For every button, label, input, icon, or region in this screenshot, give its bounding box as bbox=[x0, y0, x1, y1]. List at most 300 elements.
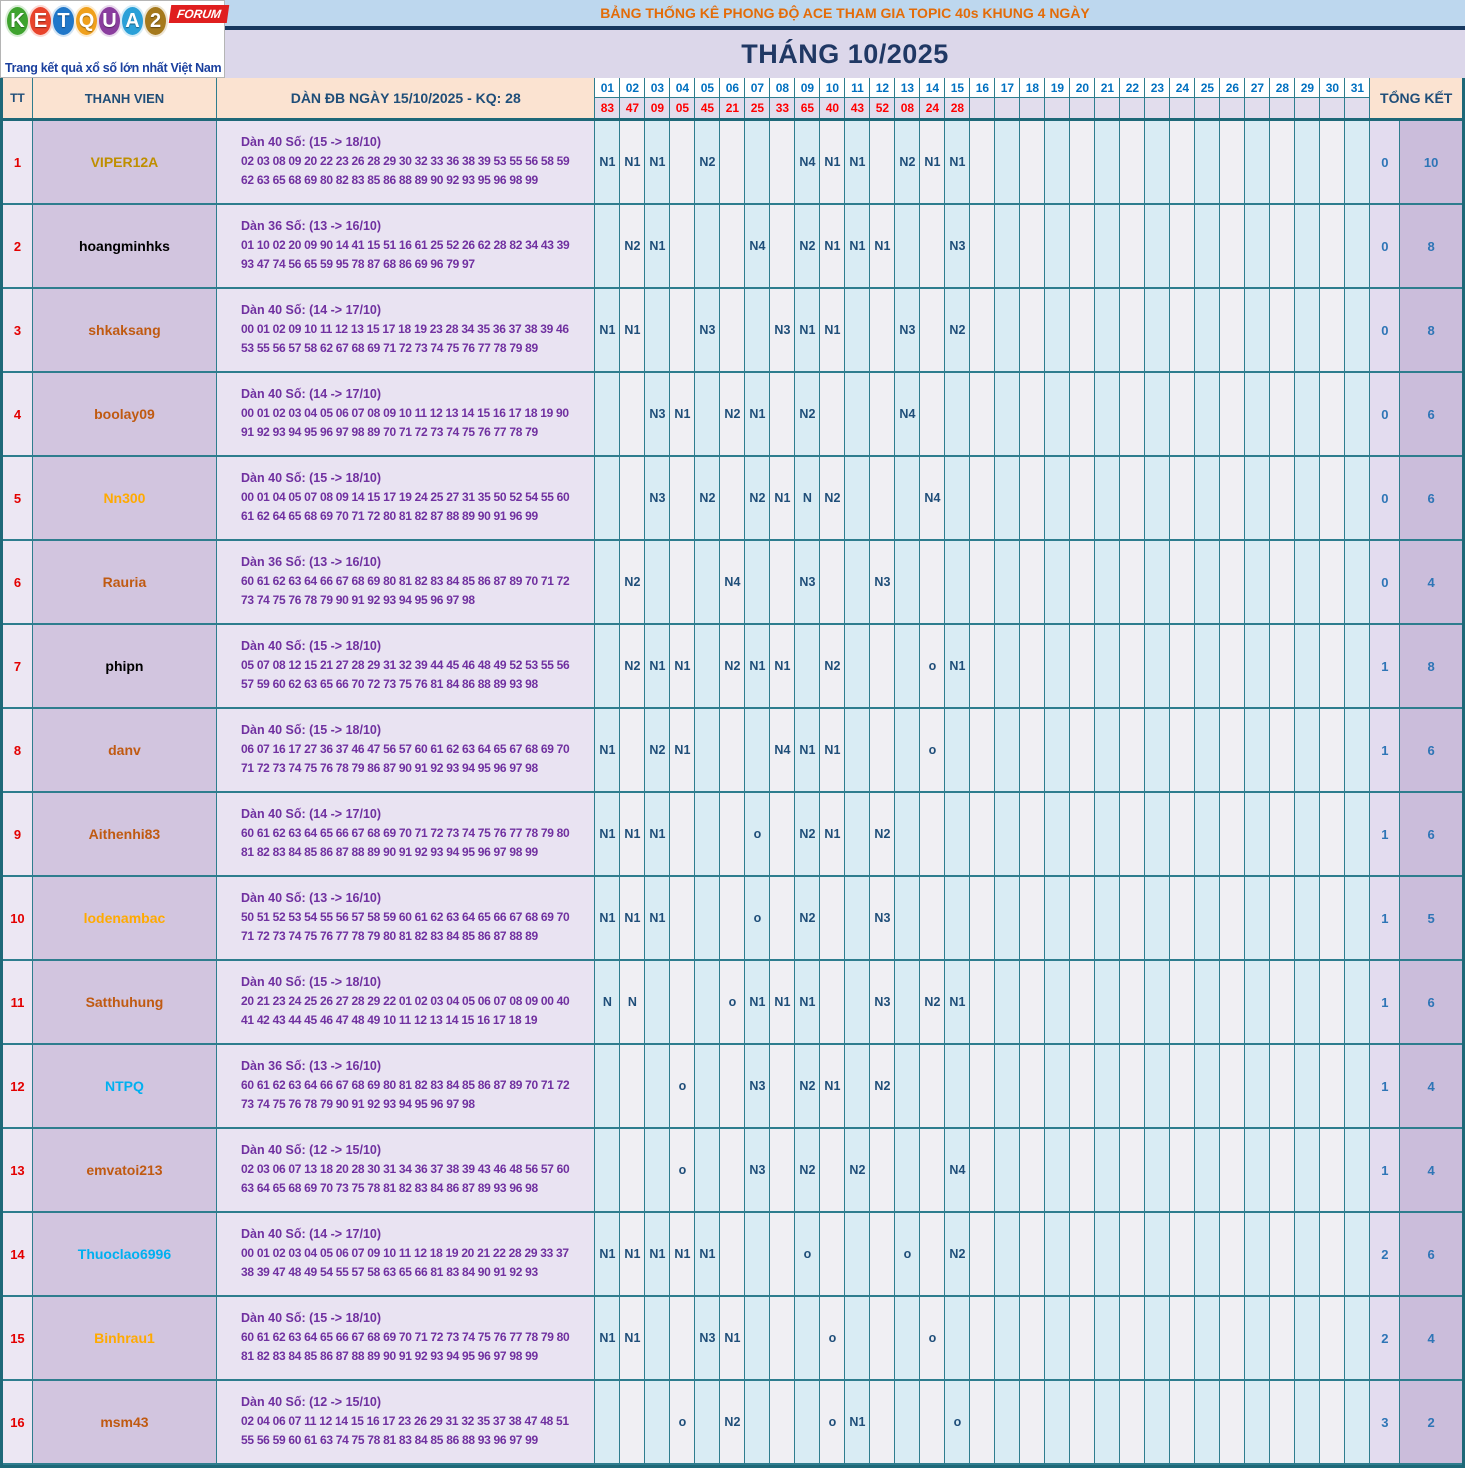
day-cell bbox=[970, 1381, 995, 1463]
day-cell bbox=[845, 961, 870, 1043]
day-cell bbox=[820, 961, 845, 1043]
day-cell bbox=[1270, 709, 1295, 791]
day-cell bbox=[995, 877, 1020, 959]
dan-numbers-line2: 61 62 64 65 68 69 70 71 72 80 81 82 87 88 89 90 91 96 99 bbox=[241, 508, 538, 523]
dan-title: Dàn 40 Số: (12 -> 15/10) bbox=[241, 1142, 382, 1157]
day-number: 04 bbox=[670, 78, 694, 98]
day-cell bbox=[870, 625, 895, 707]
dan-numbers-line2: 91 92 93 94 95 96 97 98 89 70 71 72 73 74 75 76 77 78 79 bbox=[241, 424, 538, 439]
day-cell bbox=[970, 121, 995, 203]
day-cell bbox=[1045, 373, 1070, 455]
day-cell bbox=[945, 877, 970, 959]
day-cell: N1 bbox=[945, 121, 970, 203]
day-cell bbox=[1270, 205, 1295, 287]
dan-numbers-line2: 71 72 73 74 75 76 78 79 86 87 90 91 92 93 94 95 96 97 98 bbox=[241, 760, 538, 775]
day-cell bbox=[970, 373, 995, 455]
day-cell bbox=[845, 1297, 870, 1379]
day-cells bbox=[595, 1045, 1370, 1127]
top-band bbox=[0, 0, 1465, 78]
day-cell bbox=[1045, 1045, 1070, 1127]
day-cell bbox=[1170, 373, 1195, 455]
total-score: 4 bbox=[1400, 541, 1462, 623]
day-cell bbox=[620, 1129, 645, 1211]
day-cell bbox=[645, 1045, 670, 1127]
day-cell bbox=[945, 709, 970, 791]
day-cell: N1 bbox=[870, 205, 895, 287]
day-cell bbox=[1145, 457, 1170, 539]
day-cells bbox=[595, 205, 1370, 287]
total-score: 8 bbox=[1400, 205, 1462, 287]
day-cell bbox=[845, 793, 870, 875]
day-cell bbox=[970, 1297, 995, 1379]
day-cell bbox=[1320, 121, 1345, 203]
day-number: 14 bbox=[920, 78, 944, 98]
day-cell bbox=[1095, 1129, 1120, 1211]
day-cell bbox=[820, 541, 845, 623]
day-cell bbox=[595, 373, 620, 455]
day-number: 21 bbox=[1095, 78, 1119, 98]
day-cell bbox=[720, 121, 745, 203]
day-cell bbox=[1220, 121, 1245, 203]
day-cell: N3 bbox=[895, 289, 920, 371]
day-cell bbox=[1070, 961, 1095, 1043]
day-cell bbox=[695, 1129, 720, 1211]
total-score: 5 bbox=[1400, 877, 1462, 959]
table-row bbox=[3, 205, 1462, 289]
day-result: 21 bbox=[720, 98, 744, 118]
day-result bbox=[1220, 98, 1244, 118]
brand-letter: T bbox=[51, 5, 76, 37]
day-cell: N1 bbox=[620, 1213, 645, 1295]
day-cell bbox=[1145, 373, 1170, 455]
row-index: 5 bbox=[3, 457, 33, 539]
dan-info bbox=[217, 961, 595, 1043]
total-score: 8 bbox=[1400, 625, 1462, 707]
month-title: THÁNG 10/2025 bbox=[225, 30, 1465, 78]
dan-title: Dàn 40 Số: (14 -> 17/10) bbox=[241, 302, 382, 317]
day-cell bbox=[1070, 373, 1095, 455]
day-cell bbox=[1220, 1213, 1245, 1295]
day-cell: o bbox=[920, 625, 945, 707]
day-cell: N1 bbox=[670, 709, 695, 791]
day-number: 20 bbox=[1070, 78, 1094, 98]
day-result: 09 bbox=[645, 98, 669, 118]
dan-numbers-line2: 81 82 83 84 85 86 87 88 89 90 91 92 93 94 95 96 97 98 99 bbox=[241, 844, 538, 859]
day-cell: N1 bbox=[670, 373, 695, 455]
day-cell bbox=[620, 457, 645, 539]
day-cell bbox=[1270, 1297, 1295, 1379]
dan-numbers-line1: 02 03 06 07 13 18 20 28 30 31 34 36 37 38 39 43 46 48 56 57 60 bbox=[241, 1161, 570, 1176]
day-cell bbox=[1120, 1213, 1145, 1295]
day-cell bbox=[1270, 1213, 1295, 1295]
day-cell: N1 bbox=[595, 1213, 620, 1295]
day-cell bbox=[1245, 961, 1270, 1043]
dan-title: Dàn 40 Số: (15 -> 18/10) bbox=[241, 974, 382, 989]
day-number: 27 bbox=[1245, 78, 1269, 98]
table-row bbox=[3, 877, 1462, 961]
dan-info bbox=[217, 373, 595, 455]
day-cell: o bbox=[745, 877, 770, 959]
total-hit: 0 bbox=[1370, 289, 1400, 371]
day-number: 29 bbox=[1295, 78, 1319, 98]
day-column bbox=[1095, 78, 1120, 118]
day-cell bbox=[920, 289, 945, 371]
day-cell bbox=[1020, 289, 1045, 371]
col-header-tongket: TỔNG KẾT bbox=[1370, 78, 1462, 118]
day-cell bbox=[1270, 541, 1295, 623]
day-cell bbox=[770, 793, 795, 875]
row-index: 1 bbox=[3, 121, 33, 203]
day-result bbox=[1245, 98, 1269, 118]
day-cells bbox=[595, 373, 1370, 455]
day-cell bbox=[1320, 1297, 1345, 1379]
day-cell: N2 bbox=[620, 205, 645, 287]
brand-letter: A bbox=[120, 5, 145, 37]
day-cell bbox=[745, 541, 770, 623]
total-hit: 1 bbox=[1370, 877, 1400, 959]
day-cell bbox=[1170, 1129, 1195, 1211]
day-cell bbox=[595, 205, 620, 287]
day-cell: o bbox=[895, 1213, 920, 1295]
day-result bbox=[1020, 98, 1044, 118]
day-cell bbox=[795, 1381, 820, 1463]
day-cells bbox=[595, 1381, 1370, 1463]
day-cell: N1 bbox=[645, 793, 670, 875]
day-cell bbox=[1045, 709, 1070, 791]
day-number: 03 bbox=[645, 78, 669, 98]
day-cell bbox=[770, 877, 795, 959]
day-cell bbox=[670, 121, 695, 203]
day-cell bbox=[995, 1129, 1020, 1211]
dan-numbers-line2: 81 82 83 84 85 86 87 88 89 90 91 92 93 94 95 96 97 98 99 bbox=[241, 1348, 538, 1363]
day-result: 43 bbox=[845, 98, 869, 118]
day-cell: o bbox=[720, 961, 745, 1043]
table-row bbox=[3, 625, 1462, 709]
day-cell bbox=[1095, 793, 1120, 875]
total-score: 4 bbox=[1400, 1129, 1462, 1211]
day-cell bbox=[695, 205, 720, 287]
day-cell bbox=[1120, 625, 1145, 707]
day-cell bbox=[1195, 709, 1220, 791]
dan-numbers-line1: 60 61 62 63 64 66 67 68 69 80 81 82 83 84 85 86 87 89 70 71 72 bbox=[241, 573, 570, 588]
day-cell: o bbox=[745, 793, 770, 875]
table-row bbox=[3, 121, 1462, 205]
day-result bbox=[1345, 98, 1369, 118]
day-cell bbox=[1095, 121, 1120, 203]
day-cell bbox=[745, 121, 770, 203]
row-index: 3 bbox=[3, 289, 33, 371]
dan-title: Dàn 40 Số: (15 -> 18/10) bbox=[241, 470, 382, 485]
dan-title: Dàn 40 Số: (15 -> 18/10) bbox=[241, 638, 382, 653]
day-cell bbox=[1295, 541, 1320, 623]
day-column bbox=[1120, 78, 1145, 118]
row-index: 11 bbox=[3, 961, 33, 1043]
day-number: 17 bbox=[995, 78, 1019, 98]
day-cell: N3 bbox=[745, 1129, 770, 1211]
dan-numbers-line1: 00 01 02 03 04 05 06 07 09 10 11 12 18 19 20 21 22 28 29 33 37 bbox=[241, 1245, 569, 1260]
day-cell: N2 bbox=[645, 709, 670, 791]
day-cell: N2 bbox=[920, 961, 945, 1043]
total-score: 4 bbox=[1400, 1045, 1462, 1127]
day-cell: N3 bbox=[695, 1297, 720, 1379]
day-cell bbox=[895, 793, 920, 875]
total-hit: 0 bbox=[1370, 121, 1400, 203]
day-cell bbox=[995, 625, 1020, 707]
day-cell bbox=[870, 121, 895, 203]
day-cell bbox=[970, 793, 995, 875]
day-cell: N bbox=[595, 961, 620, 1043]
dan-numbers-line1: 20 21 23 24 25 26 27 28 29 22 01 02 03 04 05 06 07 08 09 00 40 bbox=[241, 993, 570, 1008]
day-result: 40 bbox=[820, 98, 844, 118]
day-cell bbox=[720, 289, 745, 371]
day-cell bbox=[920, 373, 945, 455]
day-cell bbox=[720, 1045, 745, 1127]
day-cell bbox=[1270, 373, 1295, 455]
day-cell: N4 bbox=[945, 1129, 970, 1211]
member-name: VIPER12A bbox=[33, 121, 217, 203]
day-cell bbox=[970, 961, 995, 1043]
member-name: Rauria bbox=[33, 541, 217, 623]
col-header-tt: TT bbox=[3, 78, 33, 118]
dan-info bbox=[217, 625, 595, 707]
day-cell bbox=[795, 625, 820, 707]
table-row bbox=[3, 961, 1462, 1045]
day-cell bbox=[1345, 1045, 1370, 1127]
table-row bbox=[3, 1381, 1462, 1465]
day-cell bbox=[695, 709, 720, 791]
dan-info bbox=[217, 877, 595, 959]
member-name: Nn300 bbox=[33, 457, 217, 539]
day-cells bbox=[595, 121, 1370, 203]
day-cell: o bbox=[920, 1297, 945, 1379]
day-column bbox=[745, 78, 770, 118]
day-cell bbox=[1270, 625, 1295, 707]
day-cell bbox=[645, 1381, 670, 1463]
day-cell bbox=[770, 541, 795, 623]
day-cell: N2 bbox=[845, 1129, 870, 1211]
day-column bbox=[1145, 78, 1170, 118]
day-cell bbox=[1195, 1213, 1220, 1295]
day-cell bbox=[1295, 1297, 1320, 1379]
dan-numbers-line2: 38 39 47 48 49 54 55 57 58 63 65 66 81 83 84 90 91 92 93 bbox=[241, 1264, 538, 1279]
day-cell bbox=[820, 1129, 845, 1211]
day-cell bbox=[1045, 1297, 1070, 1379]
day-cell bbox=[1245, 793, 1270, 875]
day-result bbox=[1295, 98, 1319, 118]
dan-info bbox=[217, 1297, 595, 1379]
day-cell: N1 bbox=[620, 877, 645, 959]
table-row bbox=[3, 1045, 1462, 1129]
day-cell bbox=[820, 373, 845, 455]
day-cell bbox=[1145, 877, 1170, 959]
total-hit: 1 bbox=[1370, 961, 1400, 1043]
main-title: BẢNG THỐNG KÊ PHONG ĐỘ ACE THAM GIA TOPIC 40s KHUNG 4 NGÀY bbox=[225, 0, 1465, 30]
day-cell bbox=[695, 793, 720, 875]
day-cell bbox=[1095, 457, 1120, 539]
day-cell bbox=[995, 457, 1020, 539]
row-index: 4 bbox=[3, 373, 33, 455]
day-cell: N1 bbox=[745, 373, 770, 455]
day-result: 65 bbox=[795, 98, 819, 118]
day-result: 52 bbox=[870, 98, 894, 118]
day-number: 08 bbox=[770, 78, 794, 98]
day-cell bbox=[1170, 961, 1195, 1043]
day-cell bbox=[1245, 1381, 1270, 1463]
dan-numbers-line1: 00 01 02 03 04 05 06 07 08 09 10 11 12 13 14 15 16 17 18 19 90 bbox=[241, 405, 569, 420]
day-cell bbox=[1095, 1045, 1120, 1127]
day-cell bbox=[870, 457, 895, 539]
day-cell bbox=[1070, 793, 1095, 875]
day-cell bbox=[895, 625, 920, 707]
day-cell: N2 bbox=[945, 289, 970, 371]
day-cells bbox=[595, 289, 1370, 371]
day-number: 19 bbox=[1045, 78, 1069, 98]
day-cell bbox=[1170, 205, 1195, 287]
brand-letter: Q bbox=[74, 5, 99, 37]
day-cell bbox=[1220, 961, 1245, 1043]
day-cell bbox=[770, 1213, 795, 1295]
day-cell bbox=[1045, 457, 1070, 539]
day-cell bbox=[970, 457, 995, 539]
day-cells bbox=[595, 1297, 1370, 1379]
day-cell bbox=[1320, 877, 1345, 959]
day-cell bbox=[1145, 1381, 1170, 1463]
day-cell: N1 bbox=[695, 1213, 720, 1295]
day-cell bbox=[1095, 625, 1120, 707]
day-cell bbox=[1120, 793, 1145, 875]
day-cell bbox=[1245, 1213, 1270, 1295]
day-cell bbox=[1070, 625, 1095, 707]
day-cell bbox=[1295, 1381, 1320, 1463]
day-cell bbox=[1045, 541, 1070, 623]
day-cell bbox=[1295, 625, 1320, 707]
day-cell bbox=[1195, 373, 1220, 455]
day-cell bbox=[1045, 205, 1070, 287]
day-cell bbox=[1145, 121, 1170, 203]
table-row bbox=[3, 457, 1462, 541]
member-name: boolay09 bbox=[33, 373, 217, 455]
day-cells bbox=[595, 709, 1370, 791]
day-cell bbox=[970, 1129, 995, 1211]
day-cell bbox=[1220, 1381, 1245, 1463]
day-cell bbox=[895, 205, 920, 287]
day-cell bbox=[1020, 1381, 1045, 1463]
day-number: 18 bbox=[1020, 78, 1044, 98]
dan-numbers-line2: 53 55 56 57 58 62 67 68 69 71 72 73 74 75 76 77 78 79 89 bbox=[241, 340, 538, 355]
title-block bbox=[225, 0, 1465, 78]
day-column bbox=[1070, 78, 1095, 118]
day-cells bbox=[595, 1129, 1370, 1211]
day-cell bbox=[1045, 793, 1070, 875]
day-cell: N1 bbox=[945, 961, 970, 1043]
day-cell bbox=[1095, 1381, 1120, 1463]
day-cell bbox=[895, 541, 920, 623]
table-row bbox=[3, 373, 1462, 457]
day-cell bbox=[1295, 373, 1320, 455]
day-cell: N2 bbox=[945, 1213, 970, 1295]
day-cell bbox=[1095, 289, 1120, 371]
day-cell bbox=[1195, 793, 1220, 875]
day-result bbox=[995, 98, 1019, 118]
total-score: 8 bbox=[1400, 289, 1462, 371]
day-cell: N1 bbox=[670, 1213, 695, 1295]
day-cell: o bbox=[670, 1381, 695, 1463]
dan-title: Dàn 40 Số: (14 -> 17/10) bbox=[241, 806, 382, 821]
member-name: hoangminhks bbox=[33, 205, 217, 287]
day-cell bbox=[845, 457, 870, 539]
day-cell: N3 bbox=[695, 289, 720, 371]
dan-numbers-line2: 93 47 74 56 65 59 95 78 87 68 86 69 96 79 97 bbox=[241, 256, 475, 271]
table-row bbox=[3, 793, 1462, 877]
day-result bbox=[1095, 98, 1119, 118]
day-number: 10 bbox=[820, 78, 844, 98]
day-cell bbox=[995, 1213, 1020, 1295]
day-cell bbox=[845, 625, 870, 707]
total-score: 6 bbox=[1400, 373, 1462, 455]
dan-title: Dàn 40 Số: (15 -> 18/10) bbox=[241, 134, 382, 149]
day-cell bbox=[670, 541, 695, 623]
day-cell bbox=[995, 373, 1020, 455]
day-cell bbox=[1070, 289, 1095, 371]
day-cell bbox=[1020, 793, 1045, 875]
day-cell bbox=[945, 793, 970, 875]
day-cell bbox=[870, 1381, 895, 1463]
day-cell: N4 bbox=[795, 121, 820, 203]
day-number: 31 bbox=[1345, 78, 1369, 98]
day-cell bbox=[695, 625, 720, 707]
day-cell bbox=[1070, 709, 1095, 791]
day-cell: N2 bbox=[795, 793, 820, 875]
day-result: 33 bbox=[770, 98, 794, 118]
day-cell bbox=[1120, 1297, 1145, 1379]
day-cell bbox=[1120, 121, 1145, 203]
day-cell bbox=[1195, 289, 1220, 371]
day-cell: N1 bbox=[595, 793, 620, 875]
day-cell bbox=[720, 457, 745, 539]
day-cell: N4 bbox=[720, 541, 745, 623]
day-cell bbox=[845, 1045, 870, 1127]
day-cell: N1 bbox=[820, 1045, 845, 1127]
day-cell bbox=[1270, 1129, 1295, 1211]
day-cell: N2 bbox=[795, 373, 820, 455]
member-name: Aithenhi83 bbox=[33, 793, 217, 875]
day-cell bbox=[1020, 961, 1045, 1043]
member-name: danv bbox=[33, 709, 217, 791]
day-number: 09 bbox=[795, 78, 819, 98]
day-cell bbox=[1345, 205, 1370, 287]
day-column bbox=[1295, 78, 1320, 118]
total-score: 6 bbox=[1400, 457, 1462, 539]
day-cell bbox=[1145, 961, 1170, 1043]
day-cell: N1 bbox=[845, 1381, 870, 1463]
dan-title: Dàn 40 Số: (15 -> 18/10) bbox=[241, 722, 382, 737]
forum-badge: FORUM bbox=[169, 5, 230, 23]
dan-title: Dàn 40 Số: (12 -> 15/10) bbox=[241, 1394, 382, 1409]
day-cell: N1 bbox=[645, 205, 670, 287]
day-cell bbox=[995, 541, 1020, 623]
day-cell bbox=[1070, 1213, 1095, 1295]
day-cell bbox=[845, 289, 870, 371]
day-cell: N1 bbox=[595, 877, 620, 959]
day-cell bbox=[1345, 1297, 1370, 1379]
day-column bbox=[1220, 78, 1245, 118]
day-result bbox=[1070, 98, 1094, 118]
day-cell bbox=[1295, 793, 1320, 875]
day-cell bbox=[970, 541, 995, 623]
day-cell bbox=[1345, 1129, 1370, 1211]
day-cell: N2 bbox=[620, 541, 645, 623]
day-cell bbox=[745, 709, 770, 791]
